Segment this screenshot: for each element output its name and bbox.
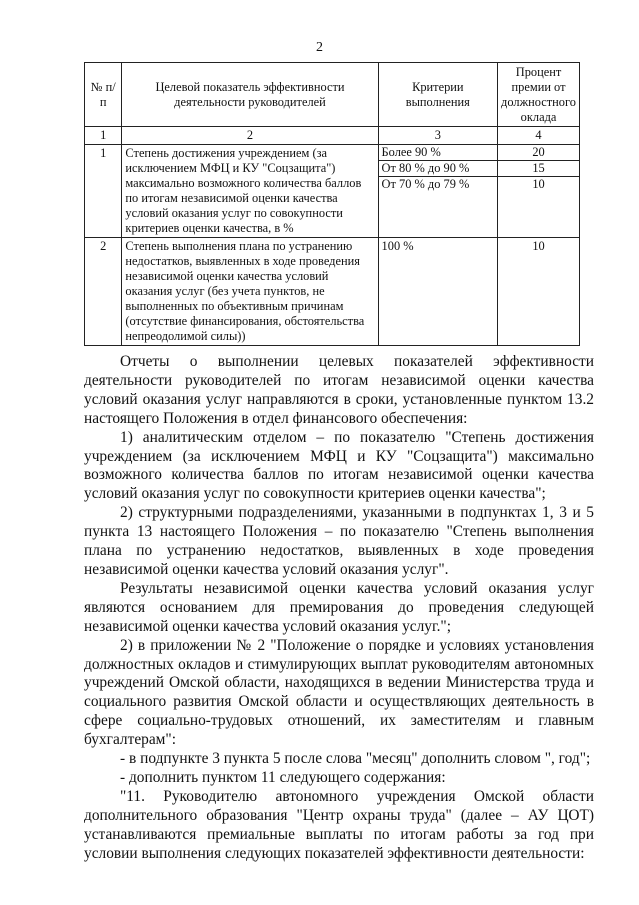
paragraph: 2) структурными подразделениями, указанными в подпунктах 1, 3 и 5 пункта 13 настоящего Положения – по показателю "Степень выполнения плана по устранению недостатков, выявленных в ходе проведения независимой оценки качества условий оказания услуг".	[84, 504, 594, 578]
paragraph: Отчеты о выполнении целевых показателей эффективности деятельности руководителей по итогам независимой оценки качества условий оказания услуг направляются в сроки, установленные пунктом 13.2 настоящего Положения в отдел финансового обеспечения:	[84, 353, 594, 427]
column-numbers-row	[85, 127, 580, 145]
criterion: 100 %	[378, 238, 498, 346]
paragraph: Результаты независимой оценки качества условий оказания услуг являются основанием для премирования до проведения следующей независимой оценки качества условий оказания услуг.";	[84, 579, 594, 635]
criterion: От 70 % до 79 %	[381, 177, 470, 191]
paragraph: "11. Руководителю автономного учреждения Омской области дополнительного образования "Центр охраны труда" (далее – АУ ЦОТ) устанавливаются премиальные выплаты по итогам работы за год при условии выполнения следующих показателей эффективности деятельности:	[84, 787, 594, 862]
table-row	[85, 145, 580, 238]
row-num: 1	[85, 145, 122, 238]
kpi-table	[84, 62, 580, 346]
criterion: Более 90 %	[379, 145, 498, 161]
criterion: От 80 % до 90 %	[379, 161, 498, 177]
header-criteria: Критерии выполнения	[378, 63, 498, 127]
row-criteria	[378, 145, 498, 238]
percent-value: 15	[498, 161, 579, 177]
percent-value: 10	[532, 177, 545, 191]
header-indicator: Целевой показатель эффективности деятельности руководителей	[122, 63, 378, 127]
row-percents	[498, 145, 580, 238]
col-number: 4	[498, 127, 580, 145]
paragraph: - в подпункте 3 пункта 5 после слова "месяц" дополнить словом ", год";	[120, 750, 591, 768]
header-num: № п/п	[85, 63, 122, 127]
col-number: 1	[85, 127, 122, 145]
col-number: 2	[122, 127, 378, 145]
paragraph: 1) аналитическим отделом – по показателю "Степень достижения учреждением (за исключением МФЦ и КУ "Соцзащита") максимально возможного количества баллов по итогам независимой оценки качества условий оказания услуг по совокупности критериев оценки качества";	[84, 428, 594, 503]
table-row	[85, 238, 580, 346]
col-number: 3	[378, 127, 498, 145]
paragraph: - дополнить пунктом 11 следующего содержания:	[120, 768, 446, 786]
row-num: 2	[85, 238, 122, 346]
table-header-row	[85, 63, 580, 127]
percent-value: 10	[498, 238, 580, 346]
percent-value: 20	[498, 145, 579, 161]
header-percent: Процент премии от должностного оклада	[498, 63, 580, 127]
row-indicator: Степень выполнения плана по устранению недостатков, выявленных в ходе проведения независимой оценки качества условий оказания услуг (без учета пунктов, не выполненных по объективным причинам (отсутствие финансирования, обстоятельства непреодолимой силы))	[122, 238, 378, 346]
row-indicator: Степень достижения учреждением (за исключением МФЦ и КУ "Соцзащита") максимально возможного количества баллов по итогам независимой оценки качества условий оказания услуг по совокупности критериев оценки качества, в %	[122, 145, 378, 238]
body-text	[84, 353, 594, 863]
page-number: 2	[316, 40, 323, 55]
paragraph: 2) в приложении № 2 "Положение о порядке и условиях установления должностных окладов и стимулирующих выплат руководителям автономных учреждений Омской области, находящихся в ведении Министерства труда и социального развития Омской области и осуществляющих деятельность в сфере социально-трудовых отношений, их заместителям и главным бухгалтерам":	[84, 636, 594, 749]
